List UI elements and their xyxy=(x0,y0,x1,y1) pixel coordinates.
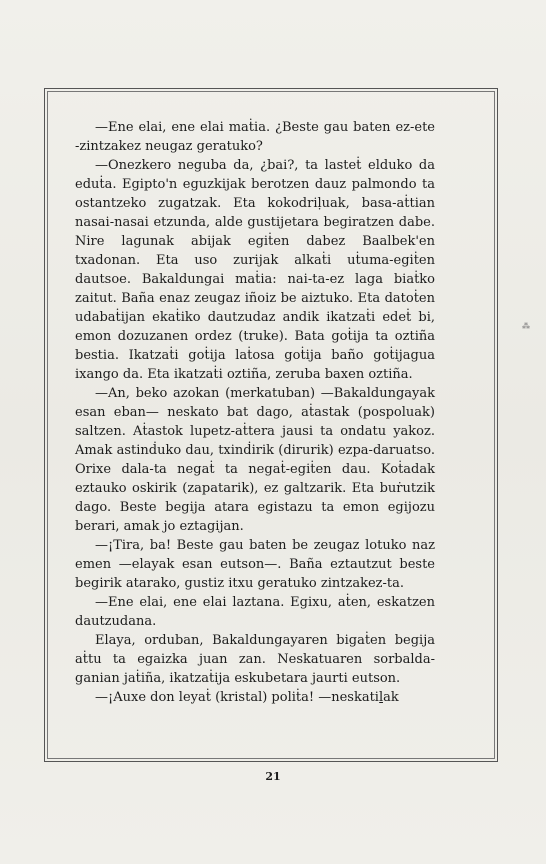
paragraph: —Ene elai, ene elai laztana. Egixu, aṫen, eskatzen dautzudana. xyxy=(75,595,435,629)
page-number: 21 xyxy=(265,770,281,783)
paragraph: —Ene elai, ene elai maṫia. ¿Beste gau baten ez-ete -zintzakez neugaz geratuko? xyxy=(75,120,435,154)
paragraph: —Onezkero neguba da, ¿bai?, ta lasteṫ elduko da eduṫa. Egipto'n eguzkijak berotzen dauz palmondo ta ostantzeko zugatzak. Eta kokodriḷuak, basa-aṫtian nasai-nasai etzunda, alde gustijetara begiratzen dabe. Nire lagunak abijak egiṫen dabez Baalbek'en txadonan. Eta uso zurijak alkaṫi uṫuma-egiṫen dautsoe. Bakaldungai maṫia: nai-ta-ez laga biaṫko zaitut. Baña enaz zeugaz iñoiz be aiztuko. Eta datoṫen udabaṫijan ekaṫiko dautzudaz andik ikatzaṫi edeṫ bi, emon dozuzanen ordez (truke). Bata goṫija ta oztiña bestia. Ikatzaṫi goṫija laṫosa goṫija baño goṫijagua ixango da. Eta ikatzaṫi oztiña, zeruba baxen oztiña. xyxy=(75,158,435,382)
paragraph: Elaya, orduban, Bakaldungayaren bigaṫen begija aṫtu ta egaizka juan zan. Neskatuaren sorbalda-ganian jaṫiña, ikatzaṫija eskubetara jaurti eutson. xyxy=(75,633,435,686)
body-text xyxy=(75,118,435,707)
paragraph: —¡Tira, ba! Beste gau baten be zeugaz lotuko naz emen —elayak esan eutson—. Baña eztautzut beste begirik atarako, gustiz itxu geratuko zintzakez-ta. xyxy=(75,538,435,591)
margin-mark: ⁂ xyxy=(522,322,530,331)
paragraph: —An, beko azokan (merkatuban) —Bakaldungayak esan eban— neskato bat dago, aṫastak (pospoluak) saltzen. Aṫastok lupetz-aṫtera jausi ta ondatu yakoz. Amak astinḋuko dau, txinḋirik (dirurik) ezpa-daruatso. Orixe dala-ta negaṫ ta negaṫ-egiṫen dau. Koṫadak eztauko oskirik (zapatarik), ez galtzarik. Eta buṙutzik dago. Beste begija atara egistazu ta emon egijozu berari, amak jo eztagijan. xyxy=(75,386,435,534)
paragraph: —¡Auxe don leyaṫ (kristal) poliṫa! —neskatiḻak xyxy=(95,690,399,705)
